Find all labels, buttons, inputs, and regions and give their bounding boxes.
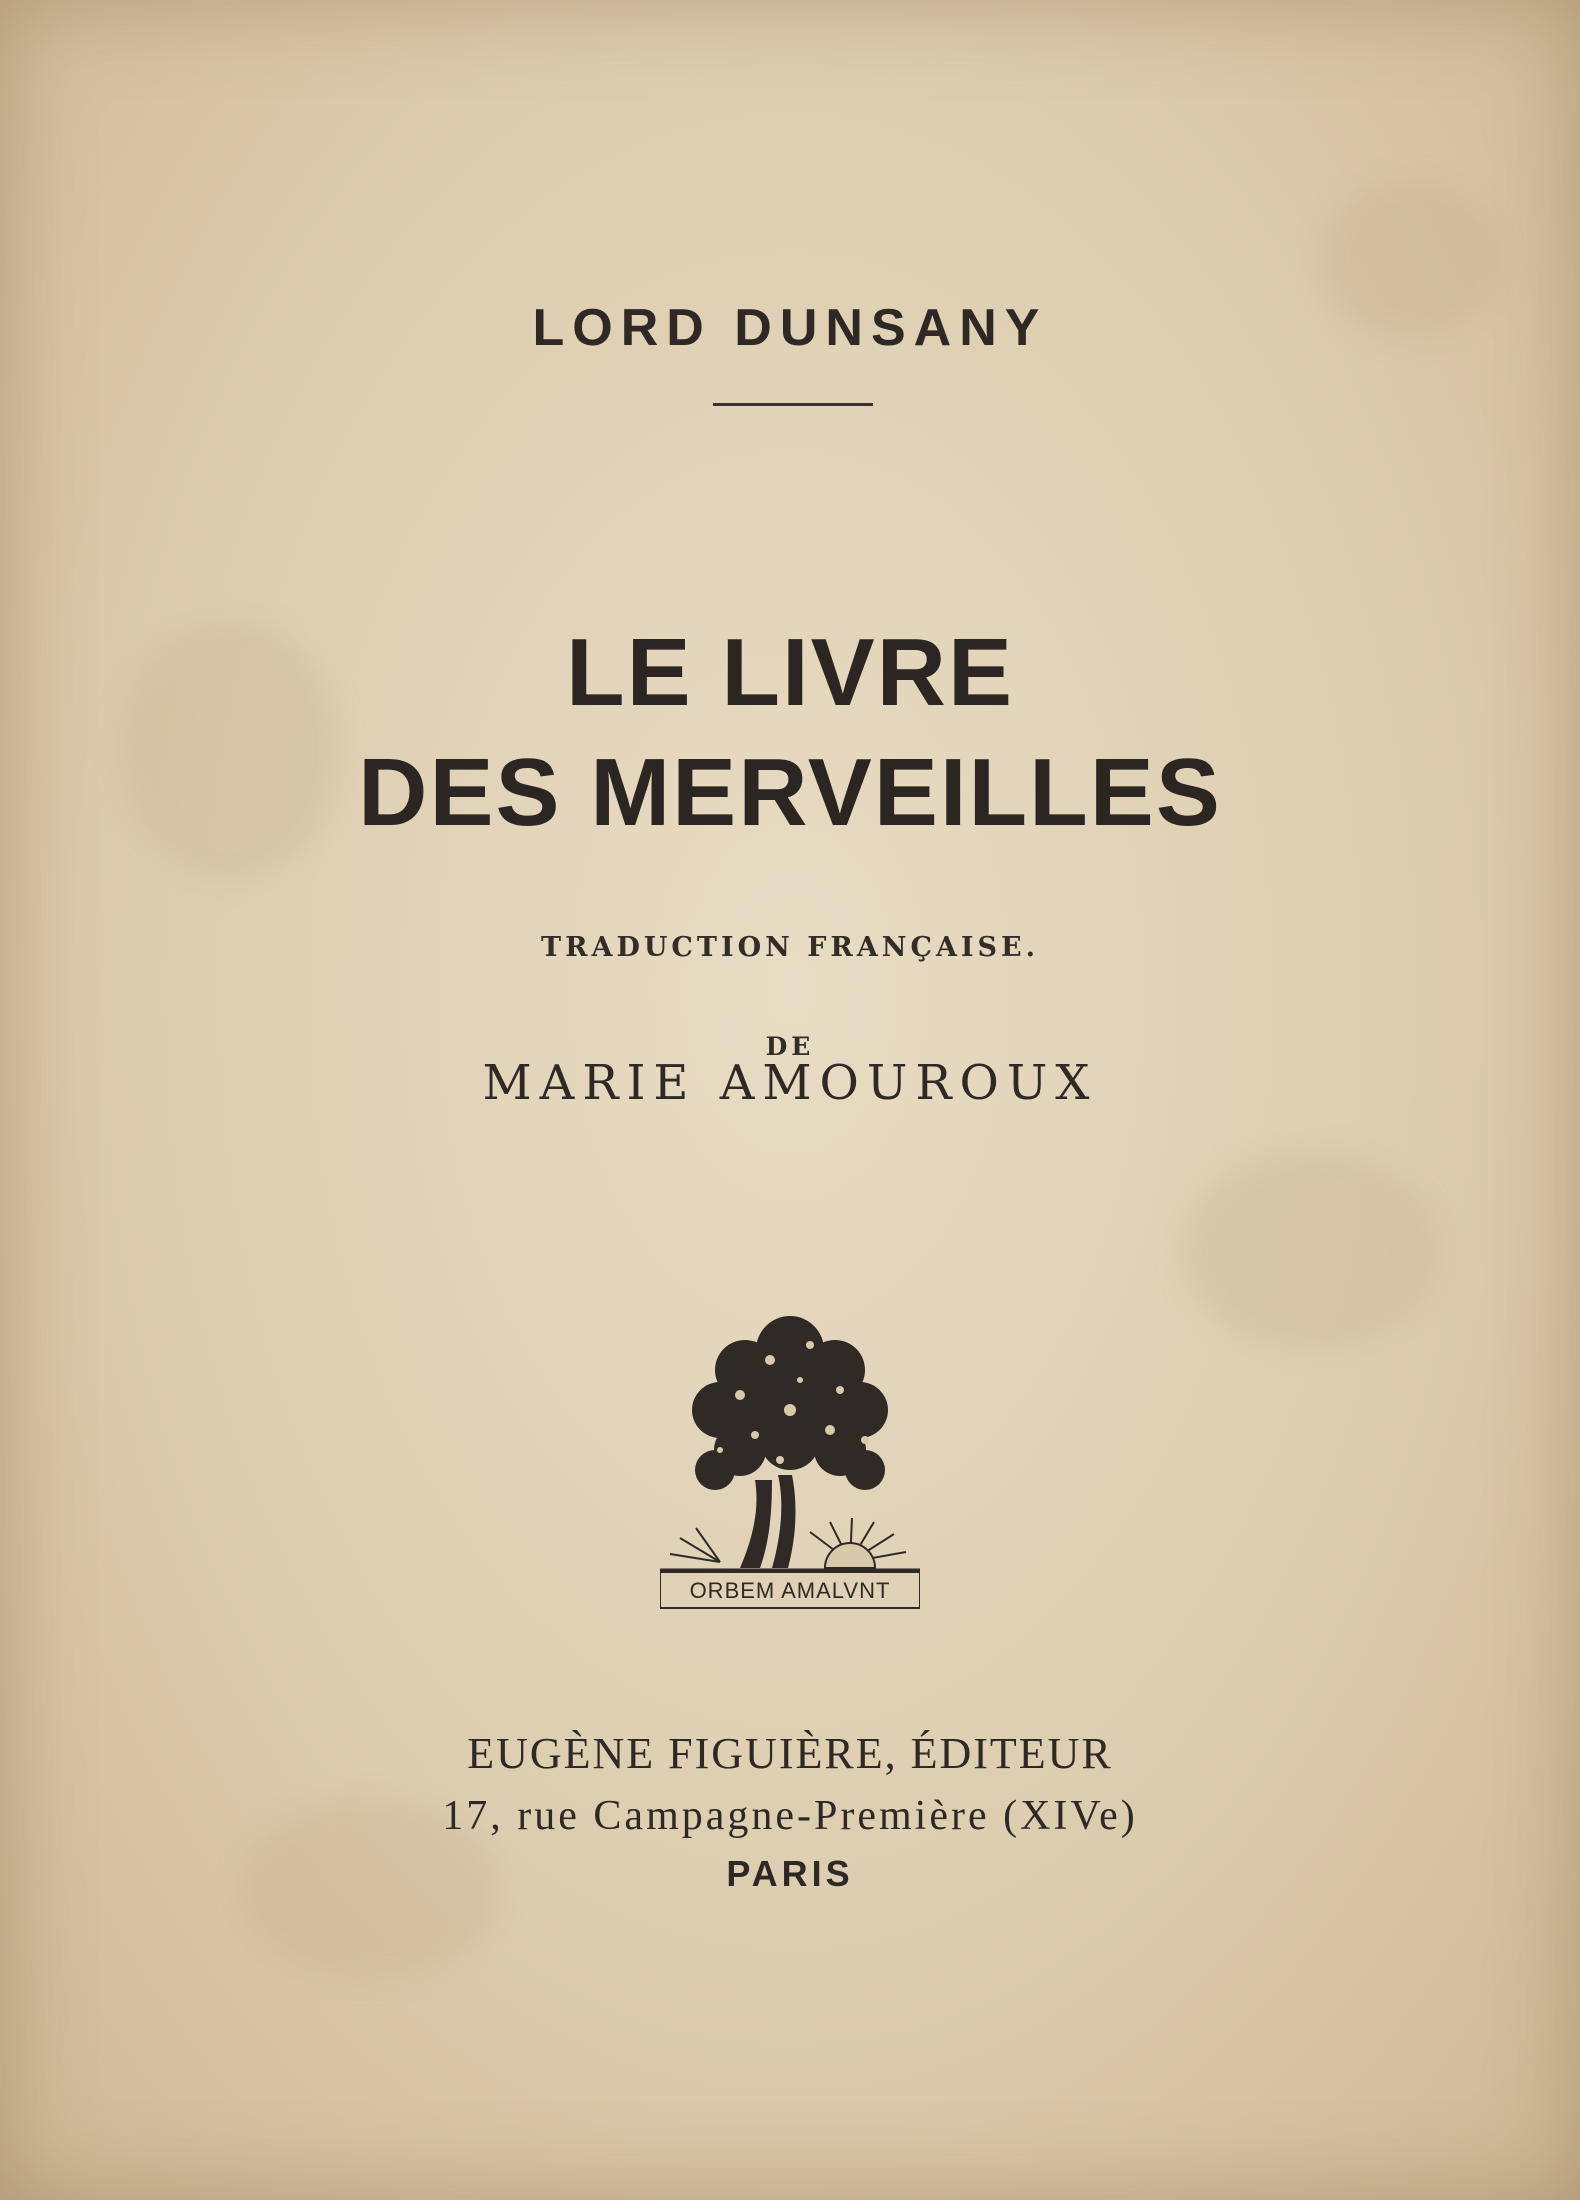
book-title-line-2: DES MERVEILLES — [358, 739, 1222, 846]
publisher-name: EUGÈNE FIGUIÈRE, ÉDITEUR — [467, 1729, 1113, 1778]
publisher-city: PARIS — [726, 1853, 854, 1894]
publisher-address: 17, rue Campagne-Première (XIVe) — [442, 1793, 1138, 1839]
translation-preposition: DE — [765, 1032, 815, 1061]
paper-stain — [1180, 1150, 1440, 1350]
emblem-motto: ORBEM AMALVNT — [689, 1578, 891, 1603]
book-title-line-1: LE LIVRE — [565, 619, 1015, 726]
divider-rule — [713, 403, 873, 406]
translation-note: TRADUCTION FRANÇAISE. — [540, 932, 1040, 963]
author-name: LORD DUNSANY — [532, 299, 1048, 357]
translator-name: MARIE AMOUROUX — [482, 1055, 1098, 1111]
tree-sun-emblem-icon — [660, 1300, 920, 1610]
